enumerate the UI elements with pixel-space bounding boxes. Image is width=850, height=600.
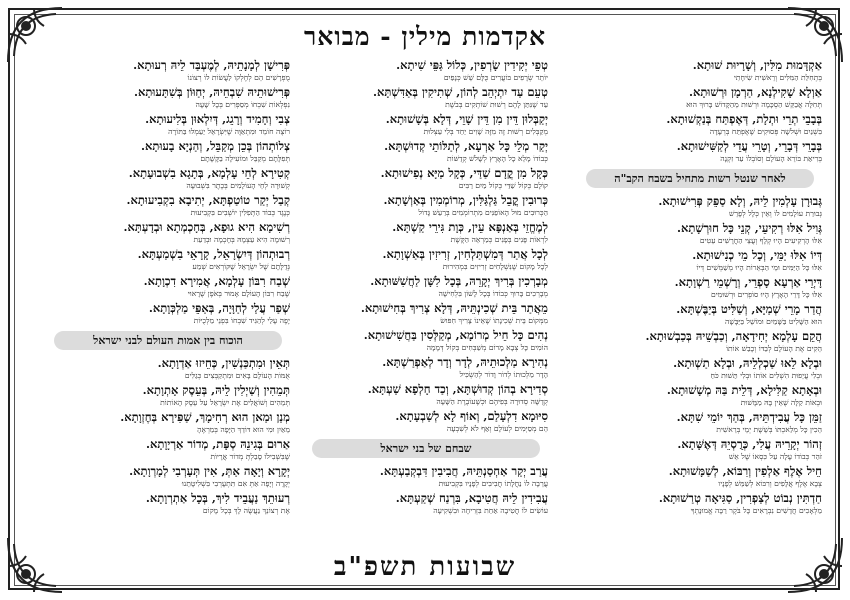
section-banner: שבחם של בני ישראל bbox=[312, 439, 540, 458]
verse-text: יְקָרָא וְיָאָה אַתְּ, אִין תְּעָרְבִי לְמָרְוָתָא. bbox=[129, 464, 290, 478]
column-middle bbox=[304, 58, 548, 518]
verse-text: עֲרַב יְקַר אַחְסַנְתֵּיהּ, חֲבִיבִין דִּבְקְבַעְתָּא. bbox=[379, 464, 548, 478]
verse-text: מְנַן וּמַאן הוּא רְחִימָךְ, שַׁפִּירָא בְּחֶזְוָתָא. bbox=[120, 410, 290, 424]
verse bbox=[46, 464, 290, 488]
verse bbox=[46, 356, 290, 380]
verse-text: סִיּוּמָא דִלְעָלַם, וְאוֹף לָא לְשַׁבְעָתָא. bbox=[395, 409, 548, 423]
verse-text: רְבוּתְהוֹן דְּיִשְׂרָאֵל, קָרָאֵי בִשְׁמַעְתָּא. bbox=[137, 247, 290, 261]
verse-translation: שֶׁבַח רִבּוֹן הָעוֹלָם אָמוּר בְּאֹפֶן שֶׁרָאוּי bbox=[187, 289, 290, 298]
verse bbox=[578, 221, 822, 245]
verse-text: גְּוִיל אִלּוּ רְקִיעֵי, קְנֵי כָּל חוּרְשָׁתָא. bbox=[676, 221, 822, 235]
verse bbox=[578, 112, 822, 136]
verse-text: כְּקָל מִן קֳדָם שַׁדַּי, כְּקָל מַיָּא נְפִישׁוּתָא. bbox=[380, 166, 548, 180]
verse-translation: מִמְּקוֹם בֵּית שְׁכִינָתוֹ שֶׁאֵינוֹ צָרִיךְ חִפּוּשׂ bbox=[440, 316, 548, 325]
verse-text: חַדְתִּין נְבוֹט לְצַפְרִין, סַגִּיאָה טְרַשׁוּתָא. bbox=[658, 491, 822, 505]
verse bbox=[578, 491, 822, 515]
verse-text: גְּבוּרָן עָלְמִין לֵיהּ, וְלָא סַפֵּק פְּרִישׁוּתָא. bbox=[658, 194, 822, 208]
verse-translation: בִּשְׁנַיִם וּשְׁלֹשָׁה פְּסוּקִים שֶׁאֶפְתַּח בְּרְעָדָה bbox=[709, 127, 822, 136]
verse-translation: גְּבוּרַת עוֹלָמִים לוֹ וְאֵין כְּלָל לְפָרֵשׁ bbox=[729, 209, 822, 218]
verse-translation: הָדָר מַלְכוּתוֹ לְדוֹר וָדוֹר לְהַשְׂכִּיל bbox=[459, 370, 548, 379]
verse-list bbox=[304, 58, 548, 433]
verse-text: בְּבָרֵי דְּבָרֵי, וְטָרֵי עֲדֵי לְקַשִּׁישׁוּתָא. bbox=[676, 139, 822, 153]
verse-list bbox=[46, 58, 290, 325]
verse bbox=[578, 410, 822, 434]
verse bbox=[304, 301, 548, 325]
verse-translation: קוֹלָם כְּקוֹל שַׁדַּי כְּקוֹל מַיִם רַבִּים bbox=[458, 181, 548, 190]
verse bbox=[46, 437, 290, 461]
verse-translation: אִלּוּ כָּל הַיַּמִּים וּמֵי הַבְּאֵרוֹת הָיוּ מְשַׁמְּשִׁים דְּיוֹ bbox=[696, 263, 822, 272]
section-banner: לאחר שנטל רשות מתחיל בשבח הקב"ה bbox=[586, 169, 814, 188]
verse bbox=[578, 302, 822, 326]
verse bbox=[304, 58, 548, 82]
verse-translation: זֹהַר כְּבוֹדוֹ עָלָה עַל כִּסְאוֹ שֶׁל אֵשׁ bbox=[728, 452, 822, 461]
page-footer: שבועות תשפ"ב bbox=[333, 552, 517, 582]
verse-text: בְּבָבֵי תְרֵי וּתְלָת, דְּאֶפְתַּח בְּנַקְשׁוּתָא. bbox=[666, 112, 822, 126]
verse-text: יְקַבְּלוּן דֵּין מִן דֵּין שָׁוֵי, דְּלָא בְּשָׁשׁוּתָא. bbox=[385, 112, 548, 126]
verse bbox=[46, 491, 290, 515]
verse-translation: מֵאַיִן וּמִי הוּא דּוֹדֵךְ הַיָּפָה בְּמַרְאֶהָ bbox=[197, 425, 290, 434]
verse-text: פְּרִישָׁן לְמָנָתֵיהּ, לְמֶעְבַּד לֵיהּ רְעוּתָא. bbox=[133, 58, 290, 72]
verse-text: צְבִי וְחָמִיד וְרָגֵג, דְּיִלְאוּן בְּלִיעוּתָא. bbox=[145, 112, 290, 126]
verse bbox=[304, 274, 548, 298]
verse-translation: שֶׁבִּשְׁבִילוֹ סָבַלְתְּ מְדוֹר אֲרָיוֹת bbox=[210, 452, 290, 461]
verse-text: קְטִירָא לְחֵי עָלְמָא, בְּתָגָא בִשְׁבוּעָתָא. bbox=[128, 166, 290, 180]
verse-translation: כְּנֶגֶד כְּבוֹד הַתְּפִלִּין יוֹשְׁבִים בִּקְבִיעוּת bbox=[190, 208, 290, 217]
verse-translation: קְשׁוּרָה לְחֵי הָעוֹלָמִים בְּכֶתֶר בִּשְׁבוּעָה bbox=[186, 181, 290, 190]
verse bbox=[46, 274, 290, 298]
verse bbox=[304, 139, 548, 163]
verse bbox=[304, 382, 548, 406]
verse-text: הֲדַר מָרֵי שְׁמַיָּא, וְשַׁלִּיט בְּיַבֶּשְׁתָּא. bbox=[676, 302, 822, 316]
verse-text: טְפֵי יְקִידִין שָׂרְפִין, כְּלוֹל גַּפֵּי שִׁיתָא. bbox=[396, 58, 548, 72]
verse-translation: קְדֻשָּׁה סְדוּרָה בְּפִיהֶם וּכְשֶׁעוֹבֶרֶת הַשָּׁעָה bbox=[436, 397, 548, 406]
verse-text: יְקַר מְלֵי כָּל אַרְעָא, לְתַלּוֹתֵי קְדוּשְׁתָּא. bbox=[384, 139, 548, 153]
verse bbox=[46, 166, 290, 190]
verse-text: רְעוּתֵךְ נַעֲבֵיד לִיךְ, בְּכָל אַתְרְוָתָא. bbox=[145, 491, 290, 505]
verse-text: אַרוּם בְּגִינֵהּ סְפָּת, מְדוֹר אַרְיָוָתָא. bbox=[145, 437, 290, 451]
verse-text: דְּיוֹ אִלּוּ יַמֵּי, וְכָל מֵי כְנִישׁוּתָא. bbox=[692, 248, 822, 262]
verse-translation: לְכָל מָקוֹם שֶׁנִּשְׁלָחִים זְרִיזִים בִּמְהִירוּת bbox=[442, 262, 548, 271]
verse bbox=[578, 248, 822, 272]
section-banner: הוכוח בין אמות העולם לבני ישראל bbox=[54, 331, 282, 350]
verse bbox=[46, 85, 290, 109]
column-left bbox=[46, 58, 290, 518]
verse-translation: רוֹצֶה חוֹמֵד וּמִתְאַוֶּה שֶׁיִּשְׂרָאֵל יַעַמְלוּ בַּתּוֹרָה bbox=[168, 127, 290, 136]
verse-text: נְהִים כָּל חֵיל מְרוֹמָא, מְקַלְּסִין בַּחֲשִׁישׁוּתָא. bbox=[363, 328, 548, 342]
verse-translation: בְּרִיאַת בּוֹרֵא הָעוֹלָם וְסוֹבְלוֹ עַד זִקְנָה bbox=[720, 154, 822, 163]
verse-text: פְּרִישׁוּתֵיהּ שִׁבְחֵיהּ, יְחַוּוֹן בְּשִׁתָּעוּתָא. bbox=[134, 85, 290, 99]
verse bbox=[304, 491, 548, 515]
verse-text: טְעֵם עַד יִתְיְהֵב לְהוֹן, שְׁתִיקִין בְּאַדִּשְׁתָּא. bbox=[372, 85, 548, 99]
verse-translation: אֻמּוֹת הָעוֹלָם בָּאִים וּמִתְקַבְּצִים כְּגַלִּים bbox=[184, 371, 290, 380]
verse bbox=[578, 58, 822, 82]
verse-text: מֵאֲתַר בֵּית שְׁכִינְתֵּיהּ, דְּלָא צְרִיךְ בְּחִישׁוּתָא. bbox=[360, 301, 548, 315]
verse-translation: אִלּוּ כָּל דָּרֵי הָאָרֶץ הָיוּ סוֹפְרִים וּרְשׁוּמִים bbox=[710, 290, 822, 299]
verse bbox=[304, 166, 548, 190]
verse bbox=[578, 85, 822, 109]
verse-list bbox=[304, 464, 548, 515]
verse-translation: עוֹשִׂים לוֹ חֲטִיבָה אַחַת בִּזְרִיחָה וּבִשְׁקִיעָה bbox=[433, 506, 548, 515]
verse-text: צְלוֹתְהוֹן בְּכֵן מְקַבֵּל, וְהַנְיָא בָעוּתָא. bbox=[141, 139, 290, 153]
verse bbox=[46, 247, 290, 271]
verse-translation: הוּא הַשָּׁלִיט בַּשָּׁמַיִם וּמוֹשֵׁל בַּיַּבָּשָׁה bbox=[724, 317, 822, 326]
verse-translation: אִלּוּ הָרְקִיעִים הָיוּ קְלָף וְעֲצֵי הַחֲרָשִׁים עֵטִים bbox=[699, 236, 822, 245]
verse bbox=[578, 356, 822, 380]
verse-translation: עַד שֶׁנִּתַּן לָהֶם רְשׁוּת שׁוֹתְקִים בְּבֹשֶׁת bbox=[445, 100, 548, 109]
verse-translation: מֻפְרָשִׁים הֵם לְחֶלְקוֹ לַעֲשׂוֹת לוֹ רְצוֹנוֹ bbox=[187, 73, 290, 82]
verse-text: אַקְדָּמוּת מִלִּין, וְשָׁרָיוּת שׁוּתָא. bbox=[692, 58, 822, 72]
verse bbox=[46, 139, 290, 163]
verse-text: וּבְאָתָא קַלִּילָא, דְּלֵית בַּהּ מְשָׁשׁוּתָא. bbox=[666, 383, 822, 397]
verse-translation: כְּבוֹדוֹ מָלֵא כָל הָאָרֶץ לְשָׁלֹשׁ קְדֻשּׁוֹת bbox=[447, 154, 548, 163]
verse bbox=[578, 464, 822, 488]
verse-text: מְבָרְכִין בְּרִיךְ יְקָרֵהּ, בְּכָל לִשָּׁן לַחֲשִׁשּׁוּתָא. bbox=[370, 274, 548, 288]
verse-translation: רְשׁוּמָה הִיא עַצְמָהּ בְּחָכְמָה וּבְדַעַת bbox=[193, 235, 290, 244]
verse bbox=[578, 194, 822, 218]
verse-text: קְבַל יְקַר טוֹטַפְתָּא, יְתִיבָא בִקְבִיעוּתָא. bbox=[126, 193, 290, 207]
verse-text: תְּאֵין וּמִתְכַּנְשִׁין, כְּחֵיזוּ אַדְוָתָא. bbox=[157, 356, 290, 370]
verse-text: לְכָל אֲתַר דְּמִשְׁתַּלְחִין, זְרִיזִין בְּאַשְׁוָתָא. bbox=[382, 247, 548, 261]
verse-translation: גְּדֻלָּתָם שֶׁל יִשְׂרָאֵל שֶׁקּוֹרְאִים שְׁמַע bbox=[192, 262, 290, 271]
verse-text: הֲקֵם עָלְמָא יְחִידָאָה, וְכַבְשֵׁיהּ בְּכַבְשׁוּתָא. bbox=[645, 329, 822, 343]
verse-text: לְמֶחֱזֵי בְּאַנְפָּא עֵין, כְּוָת גִּירֵי קַשְׁתָּא. bbox=[392, 220, 548, 234]
verse bbox=[46, 410, 290, 434]
verse-translation: צְבָא אֶלֶף אֲלָפִים וְרִבּוֹא לְשַׁמֵּשׁ לְפָנָיו bbox=[718, 479, 822, 488]
verse-text: זְהוֹר יְקָרֵיהּ עֲלִי, כְּרֻסְיֵהּ דְּאֶשָּׁתָא. bbox=[677, 437, 822, 451]
page-title: אקדמות מילין - מבואר bbox=[304, 22, 546, 51]
verse bbox=[46, 383, 290, 407]
verse-list bbox=[46, 356, 290, 515]
verse-text: שְׁפַר עֲלַי לְחַוָּיָה, בְּאַפֵּי מַלְכְּוָתָא. bbox=[148, 301, 290, 315]
verse bbox=[304, 328, 548, 352]
verse-translation: הוֹמִים כָּל צְבָא מָרוֹם מְשַׁבְּחִים בְּקוֹל דְּמָמָה bbox=[426, 343, 548, 352]
verse-translation: תְּחִלָּה אֲבַקֵּשׁ הַסְכָּמָה וּרְשׁוּת מֵהַקָּדוֹשׁ בָּרוּךְ הוּא bbox=[686, 100, 822, 109]
verse bbox=[578, 329, 822, 353]
verse-translation: אֶת רְצוֹנֵךְ נַעֲשֶׂה לָךְ בְּכָל מָקוֹם bbox=[202, 506, 290, 515]
verse-text: סְדִירָא בְהוֹן קְדוּשְׁתָּא, וְכַד חָלְפָא שַׁעְתָּא. bbox=[367, 382, 548, 396]
verse bbox=[304, 193, 548, 217]
verse-translation: הֵם מְסַיְּמִים לְעוֹלָם וְאַף לֹא לְשִׁבְעָה bbox=[446, 424, 548, 433]
verse-text: שְׁבַח רִבּוֹן עָלְמָא, אֲמִירָא דִכְוָתָא. bbox=[143, 274, 290, 288]
verse-text: דָּיְרֵי אַרְעָא סָפְרֵי, וְרָשְׁמֵי רַשְׁוָתָא. bbox=[674, 275, 822, 289]
verse bbox=[304, 409, 548, 433]
verse-translation: מְבָרְכִים בָּרוּךְ כְּבוֹדוֹ בְּכָל לָשׁוֹן בִּלְחִישָׁה bbox=[438, 289, 548, 298]
verse-text: עֲבִידִין לֵיהּ חֲטִיבָא, בִּרְנַח שְׁקַעְתָּא. bbox=[395, 491, 548, 505]
verse bbox=[304, 355, 548, 379]
verse-translation: הֵקִים אֶת הָעוֹלָם לְבַדּוֹ וְכָבַשׁ אוֹתוֹ bbox=[726, 344, 822, 353]
verse-text: נְהִירָא מַלְכוּתֵיהּ, לְדָר וְדָר לְאַפְרַשְׁתָּא. bbox=[382, 355, 548, 369]
verse-text: זַמֵּן כָּל עֲבִידְתֵּיהּ, בְּהַךְ יוֹמֵי שִׁתָּא. bbox=[676, 410, 822, 424]
verse-text: אַוְלָא שָׁקִילְנָא, הַרְמָן וּרְשׁוּתָא. bbox=[688, 85, 822, 99]
column-right bbox=[578, 58, 822, 518]
verse-translation: מְקַבְּלִים רְשׁוּת זֶה מִזֶּה שָׁוִים יַחַד בְּלִי עַצְלוּת bbox=[423, 127, 548, 136]
verse-translation: בְּתְחִלַּת הַמִּלִּים וְרֵאשִׁית שִׂיחָתִי bbox=[733, 73, 822, 82]
verse bbox=[304, 85, 548, 109]
verse bbox=[578, 275, 822, 299]
verse-translation: וּבְלִי עֲיֵפוּת הִשְׁלִים אוֹתוֹ וּבְלִי תַּשׁוּת כֹּחַ bbox=[710, 371, 822, 380]
verse-translation: תְּפִלָּתָם מְקַבֵּל וּמוֹעִילָה בַקָּשָׁתָם bbox=[200, 154, 290, 163]
verse bbox=[578, 437, 822, 461]
verse bbox=[304, 247, 548, 271]
verse bbox=[304, 464, 548, 488]
verse-translation: תְּמֵהִים וְשׁוֹאֲלִים אֶת יִשְׂרָאֵל עַל עֵסֶק הָאוֹתוֹת bbox=[160, 398, 290, 407]
verse-translation: יְקָרָה וְיָפָה אַתְּ אִם תִּתְעָרְבִי בִּשְׁלִיטָתֵנוּ bbox=[181, 479, 290, 488]
verse-text: וּבְלָא לֵאוּ שַׁכְלְלֵיהּ, וּבְלָא תַשְׁוּתָא. bbox=[673, 356, 822, 370]
verse-text: תְּמֵהִין וְשַׁיְלִין לֵיהּ, בְּעֵסֶק אָתְוָתָא. bbox=[142, 383, 290, 397]
verse bbox=[304, 220, 548, 244]
verse-translation: לִרְאוֹת פָּנִים בְּפָנִים כְּמַרְאֵה הַקֶּשֶׁת bbox=[450, 235, 548, 244]
verse-text: כְּרוּבִין קֳבֵל גַּלְגַּלִּין, מְרוֹמְמִין בְּאַוְשָׁתָא. bbox=[383, 193, 548, 207]
verse-text: רְשִׁימָא הִיא גוּפָא, בְּחָכְמְתָא וּבְדָעְתָּא. bbox=[123, 220, 290, 234]
verse bbox=[46, 220, 290, 244]
verse bbox=[46, 193, 290, 217]
verse-translation: הַכְּרוּבִים מוּל הָאוֹפַנִּים מִתְרוֹמְמִים בְּרַעַשׁ גָּדוֹל bbox=[418, 208, 548, 217]
verse-text: חֵיל אֶלֶף אַלְפִין וְרִבּוֹא, לְשַׁמָּשׁוּתָא. bbox=[668, 464, 822, 478]
verse-translation: יוֹתֵר שְׂרָפִים בּוֹעֲרִים כֻּלָּם שֵׁשׁ כְּנָפַיִם bbox=[443, 73, 548, 82]
verse-translation: נִפְלְאוֹת שִׁבְחוֹ מְסַפְּרִים בְּכָל שָׁעָה bbox=[195, 100, 290, 109]
verse-list bbox=[578, 194, 822, 515]
verse bbox=[578, 383, 822, 407]
verse-translation: עֲרֵבָה לוֹ נַחֲלָתוֹ חֲבִיבִים לְפָנָיו בִּקְבִיעוּת bbox=[438, 479, 548, 488]
verse bbox=[46, 301, 290, 325]
verse-translation: מַלְאָכִים חֲדָשִׁים נִבְרָאִים כָּל בֹּקֶר רַבָּה אֱמוּנָתְךָ bbox=[690, 506, 822, 515]
verse bbox=[46, 112, 290, 136]
verse bbox=[304, 112, 548, 136]
verse-translation: וּבְאוֹת קַלָּה שֶׁאֵין בָּהּ מַמָּשׁוּת bbox=[740, 398, 822, 407]
verse-list bbox=[578, 58, 822, 163]
verse bbox=[578, 139, 822, 163]
verse-translation: יָפֶה עָלַי לְהַגִּיד שִׁבְחוֹ בִּפְנֵי מַלְכֻיּוֹת bbox=[193, 316, 290, 325]
verse-translation: הֵכִין כָּל מְלַאכְתּוֹ בְּשֵׁשֶׁת יְמֵי בְּרֵאשִׁית bbox=[716, 425, 822, 434]
verse bbox=[46, 58, 290, 82]
